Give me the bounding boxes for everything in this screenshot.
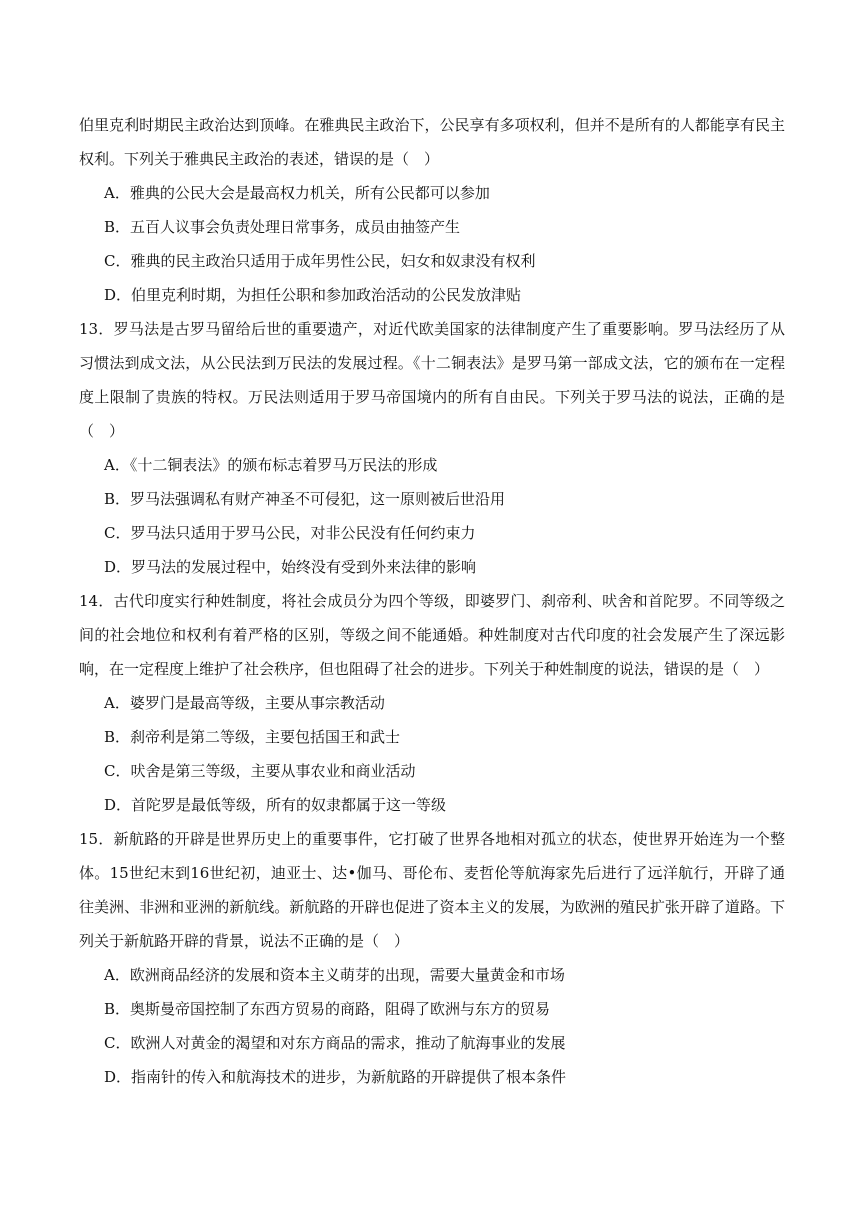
option-a: A．雅典的公民大会是最高权力机关，所有公民都可以参加: [104, 184, 490, 202]
option-c: C．欧洲人对黄金的渴望和对东方商品的需求，推动了航海事业的发展: [104, 1034, 566, 1052]
question-number: 15．: [79, 830, 114, 848]
option-d: D．指南针的传入和航海技术的进步，为新航路的开辟提供了根本条件: [104, 1068, 567, 1086]
option-d: D．首陀罗是最低等级，所有的奴隶都属于这一等级: [104, 796, 447, 814]
question-number: 13．: [79, 320, 114, 338]
question-stem: [79, 584, 785, 686]
question-text: 罗马法是古罗马留给后世的重要遗产，对近代欧美国家的法律制度产生了重要影响。罗马法经历了从习惯法到成文法，从公民法到万民法的发展过程。《十二铜表法》是罗马第一部成文法，它的颁布在一定程度上限制了贵族的特权。万民法则适用于罗马帝国境内的所有自由民。下列关于罗马法的说法，正确的是（ ）: [79, 320, 785, 440]
option-d: D．罗马法的发展过程中，始终没有受到外来法律的影响: [104, 558, 477, 576]
question-text: 伯里克利时期民主政治达到顶峰。在雅典民主政治下，公民享有多项权利，但并不是所有的人都能享有民主权利。下列关于雅典民主政治的表述，错误的是（ ）: [79, 116, 785, 168]
option-b: B．奥斯曼帝国控制了东西方贸易的商路，阻碍了欧洲与东方的贸易: [104, 1000, 551, 1018]
question-13: [79, 312, 785, 584]
option-d: D．伯里克利时期，为担任公职和参加政治活动的公民发放津贴: [104, 286, 522, 304]
option-b: B．罗马法强调私有财产神圣不可侵犯，这一原则被后世沿用: [104, 490, 506, 508]
option-b: B．五百人议事会负责处理日常事务，成员由抽签产生: [104, 218, 461, 236]
question-text: 新航路的开辟是世界历史上的重要事件，它打破了世界各地相对孤立的状态，使世界开始连为一个整体。15世纪末到16世纪初，迪亚士、达•伽马、哥伦布、麦哲伦等航海家先后进行了远洋航行，开辟了通往美洲、非洲和亚洲的新航线。新航路的开辟也促进了资本主义的发展，为欧洲的殖民扩张开辟了道路。下列关于新航路开辟的背景，说法不正确的是（ ）: [79, 830, 785, 950]
option-b: B．刹帝利是第二等级，主要包括国王和武士: [104, 728, 401, 746]
question-stem: [79, 822, 785, 958]
question-text: 古代印度实行种姓制度，将社会成员分为四个等级，即婆罗门、刹帝利、吠舍和首陀罗。不同等级之间的社会地位和权利有着严格的区别，等级之间不能通婚。种姓制度对古代印度的社会发展产生了深远影响，在一定程度上维护了社会秩序，但也阻碍了社会的进步。下列关于种姓制度的说法，错误的是（ ）: [79, 592, 785, 678]
question-stem: [79, 312, 785, 448]
question-stem: [79, 108, 785, 176]
question-15: [79, 822, 785, 1094]
option-c: C．雅典的民主政治只适用于成年男性公民，妇女和奴隶没有权利: [104, 252, 536, 270]
question-list: [79, 108, 785, 1094]
option-a: A．欧洲商品经济的发展和资本主义萌芽的出现，需要大量黄金和市场: [104, 966, 565, 984]
option-a: A．婆罗门是最高等级，主要从事宗教活动: [104, 694, 385, 712]
option-a: A．《十二铜表法》的颁布标志着罗马万民法的形成: [104, 456, 438, 474]
question-12: [79, 108, 785, 312]
question-14: [79, 584, 785, 822]
question-number: 14．: [79, 592, 114, 610]
option-c: C．罗马法只适用于罗马公民，对非公民没有任何约束力: [104, 524, 476, 542]
option-c: C．吠舍是第三等级，主要从事农业和商业活动: [104, 762, 416, 780]
